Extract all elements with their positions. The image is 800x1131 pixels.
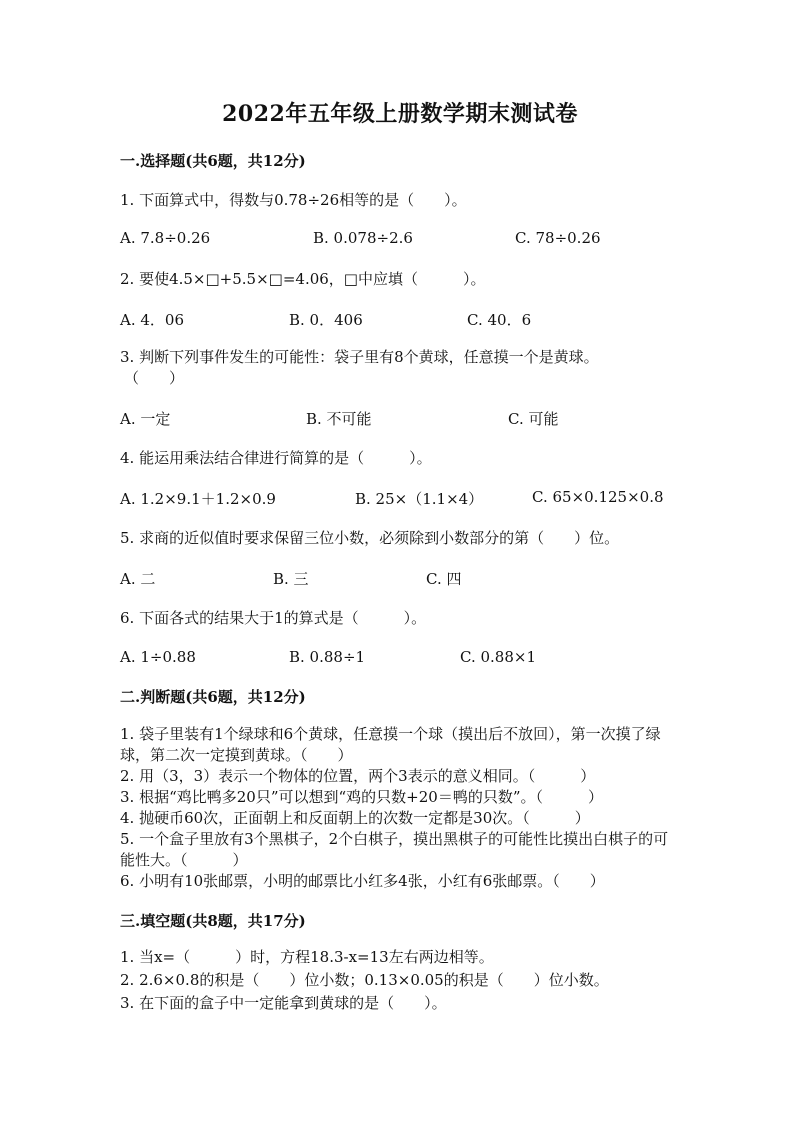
option-c: C. 78÷0.26	[515, 229, 601, 247]
option-c: C. 四	[426, 570, 462, 588]
section-heading-fill: 三.填空题(共8题，共17分)	[120, 912, 306, 930]
option-a: A. 1÷0.88	[120, 648, 196, 666]
judge-item: 2. 用（3，3）表示一个物体的位置，两个3表示的意义相同。（ ）	[120, 767, 596, 785]
judge-item: 6. 小明有10张邮票，小明的邮票比小红多4张，小红有6张邮票。（ ）	[120, 872, 605, 890]
option-c: C. 0.88×1	[460, 648, 536, 666]
option-a: A. 一定	[120, 410, 171, 428]
judge-item: 3. 根据“鸡比鸭多20只”可以想到“鸡的只数+20＝鸭的只数”。（ ）	[120, 788, 603, 806]
judge-item: 4. 抛硬币60次，正面朝上和反面朝上的次数一定都是30次。（ ）	[120, 809, 590, 827]
option-c: C. 可能	[508, 410, 559, 428]
fill-item: 2. 2.6×0.8的积是（ ）位小数；0.13×0.05的积是（ ）位小数。	[120, 971, 609, 989]
option-a: A. 二	[120, 570, 156, 588]
question-stem: 6. 下面各式的结果大于1的算式是（ ）。	[120, 609, 427, 627]
option-b: B. 不可能	[306, 410, 372, 428]
question-stem: 5. 求商的近似值时要求保留三位小数，必须除到小数部分的第（ ）位。	[120, 529, 620, 547]
question-stem: 2. 要使4.5×□+5.5×□=4.06，□中应填（ ）。	[120, 270, 486, 288]
fill-item: 1. 当x=（ ）时，方程18.3-x=13左右两边相等。	[120, 948, 494, 966]
option-a: A. 1.2×9.1＋1.2×0.9	[120, 490, 276, 508]
option-a: A. 7.8÷0.26	[120, 229, 211, 247]
judge-item: 5. 一个盒子里放有3个黑棋子，2个白棋子，摸出黑棋子的可能性比摸出白棋子的可能性大。（ ）	[120, 830, 669, 869]
option-b: B. 0．406	[289, 311, 363, 329]
option-b: B. 0.88÷1	[289, 648, 366, 666]
section-heading-choice: 一.选择题(共6题，共12分)	[120, 152, 306, 170]
answer-blank: （ ）	[124, 369, 185, 387]
question-stem: 3. 判断下列事件发生的可能性：袋子里有8个黄球，任意摸一个是黄球。	[120, 348, 599, 366]
question-stem: 4. 能运用乘法结合律进行简算的是（ ）。	[120, 449, 432, 467]
option-a: A. 4．06	[120, 311, 184, 329]
option-c: C. 40．6	[467, 311, 532, 329]
section-heading-judge: 二.判断题(共6题，共12分)	[120, 688, 306, 706]
option-c: C. 65×0.125×0.8	[532, 488, 664, 506]
page-title: 2022年五年级上册数学期末测试卷	[222, 101, 578, 127]
option-b: B. 25×（1.1×4）	[355, 490, 484, 508]
option-b: B. 0.078÷2.6	[313, 229, 413, 247]
judge-item: 1. 袋子里装有1个绿球和6个黄球，任意摸一个球（摸出后不放回），第一次摸了绿球，第二次一定摸到黄球。（ ）	[120, 725, 661, 764]
question-stem: 1. 下面算式中，得数与0.78÷26相等的是（ ）。	[120, 191, 467, 209]
fill-item: 3. 在下面的盒子中一定能拿到黄球的是（ ）。	[120, 994, 447, 1012]
option-b: B. 三	[273, 570, 309, 588]
